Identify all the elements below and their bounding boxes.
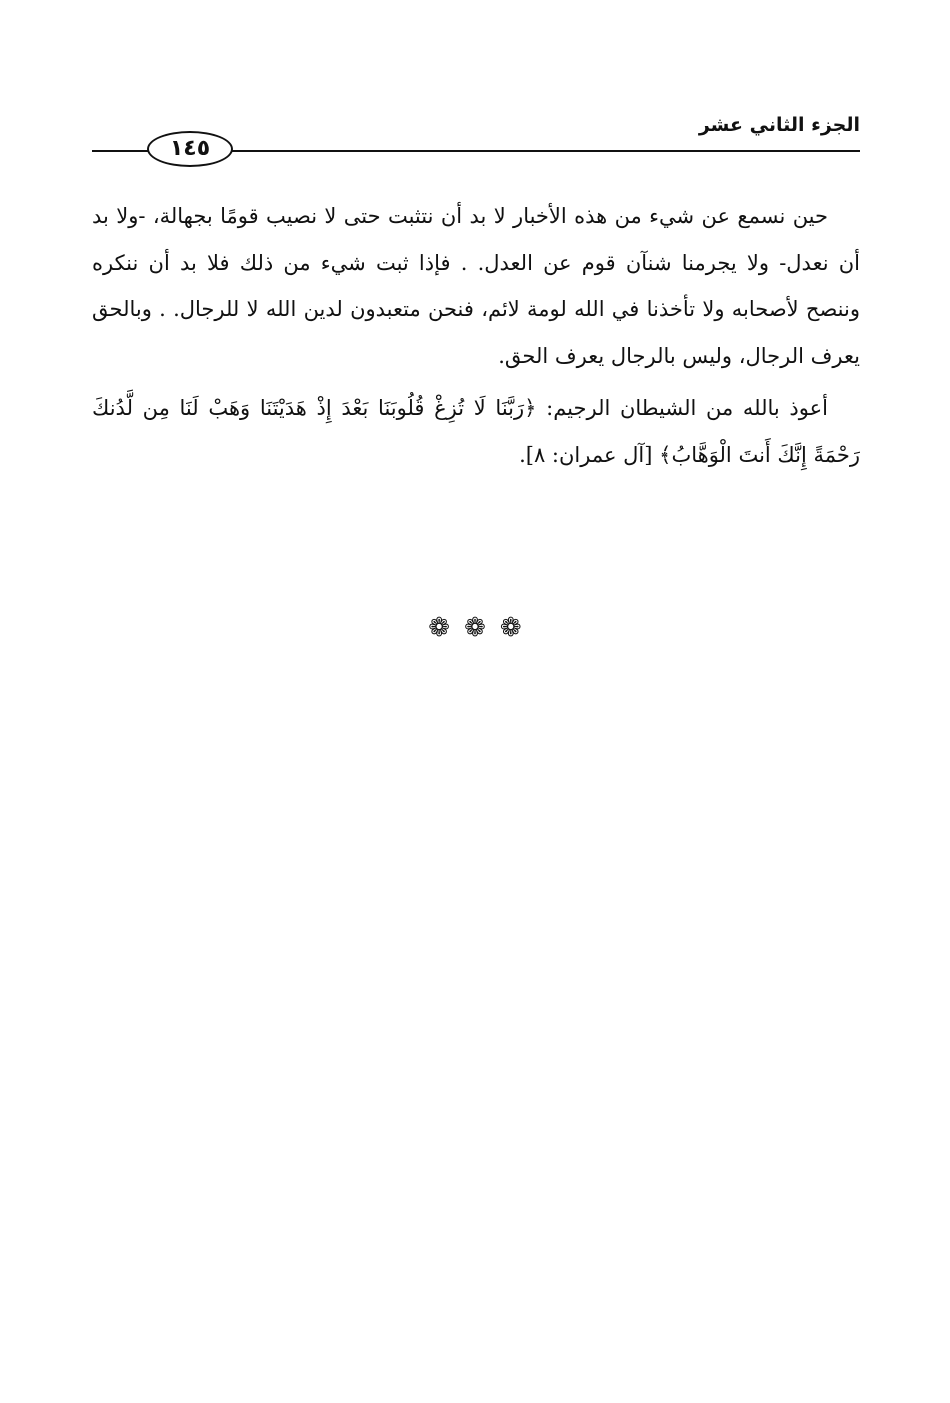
paragraph [92,385,860,478]
asterism-flower-icon: ❁ [499,613,522,643]
paragraph-intro: أعوذ بالله من الشيطان الرجيم: [536,396,828,420]
asterism-flower-icon: ❁ [428,613,451,643]
paragraph: حين نسمع عن شيء من هذه الأخبار لا بد أن نتثبت حتى لا نصيب قومًا بجهالة، -ولا بد أن نعدل- ولا يجرمنا شنآن قوم عن العدل. . فإذا ثبت شيء من ذلك فلا بد أن ننكره وننصح لأصحابه ولا تأخذنا في الله لومة لائم، فنحن متعبدون لدين الله لا للرجال. . وبالحق يعرف الرجال، وليس بالرجال يعرف الحق. [92,204,860,368]
verse-reference: [آل عمران: ٨]. [519,442,660,467]
asterism-flower-icon: ❁ [464,613,486,643]
quran-verse: ﴿رَبَّنَا لَا تُزِغْ قُلُوبَنَا بَعْدَ إِذْ هَدَيْتَنَا وَهَبْ لَنَا مِن لَّدُنكَ رَحْمَةً إِنَّكَ أَنتَ الْوَهَّابُ﴾ [92,396,860,467]
page-number-badge [147,131,233,167]
section-divider [0,612,950,644]
page-number: ١٤٥ [169,136,211,161]
running-title: الجزء الثاني عشر [698,114,860,136]
body-text [92,193,860,478]
